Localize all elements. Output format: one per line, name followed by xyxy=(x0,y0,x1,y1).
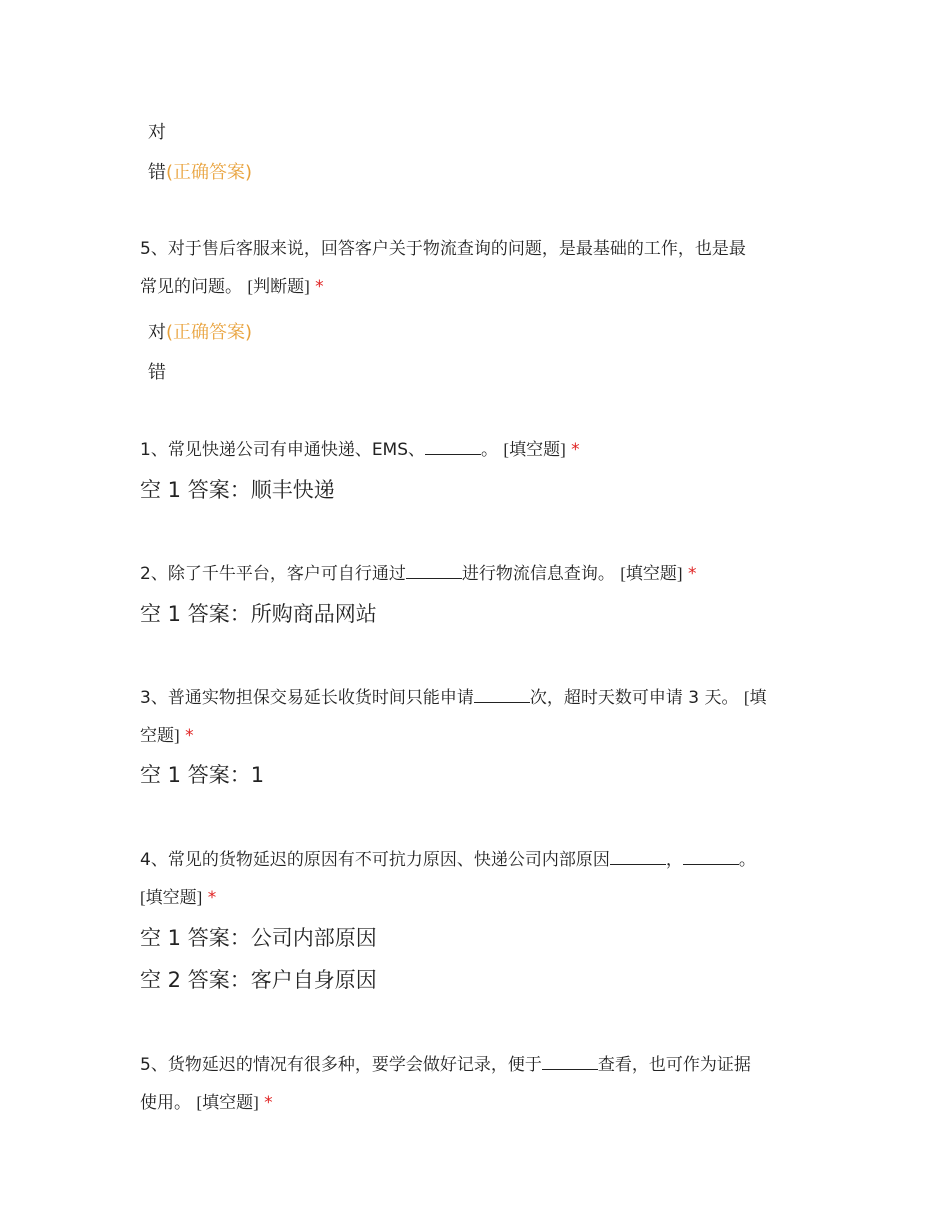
answer-text: 空 1 答案：1 xyxy=(140,763,265,787)
required-mark: * xyxy=(687,564,697,584)
question-text-line2 xyxy=(140,879,820,917)
blank-line xyxy=(683,848,739,865)
answer-text-1: 空 1 答案：公司内部原因 xyxy=(140,926,377,950)
question-type-label: [填空题] xyxy=(620,564,683,583)
question-text-line1: 5、对于售后客服来说，回答客户关于物流查询的问题，是最基础的工作，也是最 xyxy=(140,239,746,259)
required-mark: * xyxy=(207,888,217,908)
answer-text: 空 1 答案：所购商品网站 xyxy=(140,602,377,626)
option-false: 错 xyxy=(148,362,166,383)
blank-line xyxy=(406,562,462,579)
required-mark: * xyxy=(264,1093,273,1113)
question-text-line1: 3、普通实物担保交易延长收货时间只能申请 次，超时天数可申请 3 天。 [填 xyxy=(140,688,767,708)
answer-text-2: 空 2 答案：客户自身原因 xyxy=(140,968,377,992)
question-judge-5 xyxy=(140,230,820,306)
option-false: 错(正确答案) xyxy=(148,162,253,183)
correct-answer-tag: (正确答案) xyxy=(166,162,253,183)
blank-line xyxy=(542,1053,598,1070)
question-text-line1: 4、常见的货物延迟的原因有不可抗力原因、快递公司内部原因 ， 。 xyxy=(140,850,756,870)
question-text-line2: 使用。 [填空题] * xyxy=(140,1093,273,1113)
question-type-label: [判断题] xyxy=(247,277,310,296)
question-type-label: [填空题] xyxy=(503,440,566,459)
required-mark: * xyxy=(315,277,324,297)
question-type-label: [填空题] xyxy=(140,888,203,907)
question-fill-5 xyxy=(140,1046,820,1122)
blank-line xyxy=(425,438,481,455)
question-type-label: [填空题] xyxy=(196,1093,259,1112)
blank-line xyxy=(610,848,666,865)
blank-line xyxy=(474,686,530,703)
option-true: 对(正确答案) xyxy=(148,322,253,343)
required-mark: * xyxy=(571,440,580,460)
question-fill-2: 2、除了千牛平台，客户可自行通过 进行物流信息查询。 [填空题] * xyxy=(140,564,697,584)
required-mark: * xyxy=(185,726,194,746)
question-fill-4 xyxy=(140,841,820,917)
option-true: 对 xyxy=(148,122,166,143)
question-text-line2: 空题] * xyxy=(140,726,194,746)
question-fill-1: 1、常见快递公司有申通快递、EMS、 。 [填空题] * xyxy=(140,440,580,460)
correct-answer-tag: (正确答案) xyxy=(166,322,253,343)
question-text-line2: 常见的问题。 [判断题] * xyxy=(140,277,324,297)
question-fill-3 xyxy=(140,679,820,755)
question-text-line1: 5、货物延迟的情况有很多种，要学会做好记录，便于 查看，也可作为证据 xyxy=(140,1055,751,1075)
answer-text: 空 1 答案：顺丰快递 xyxy=(140,478,335,502)
